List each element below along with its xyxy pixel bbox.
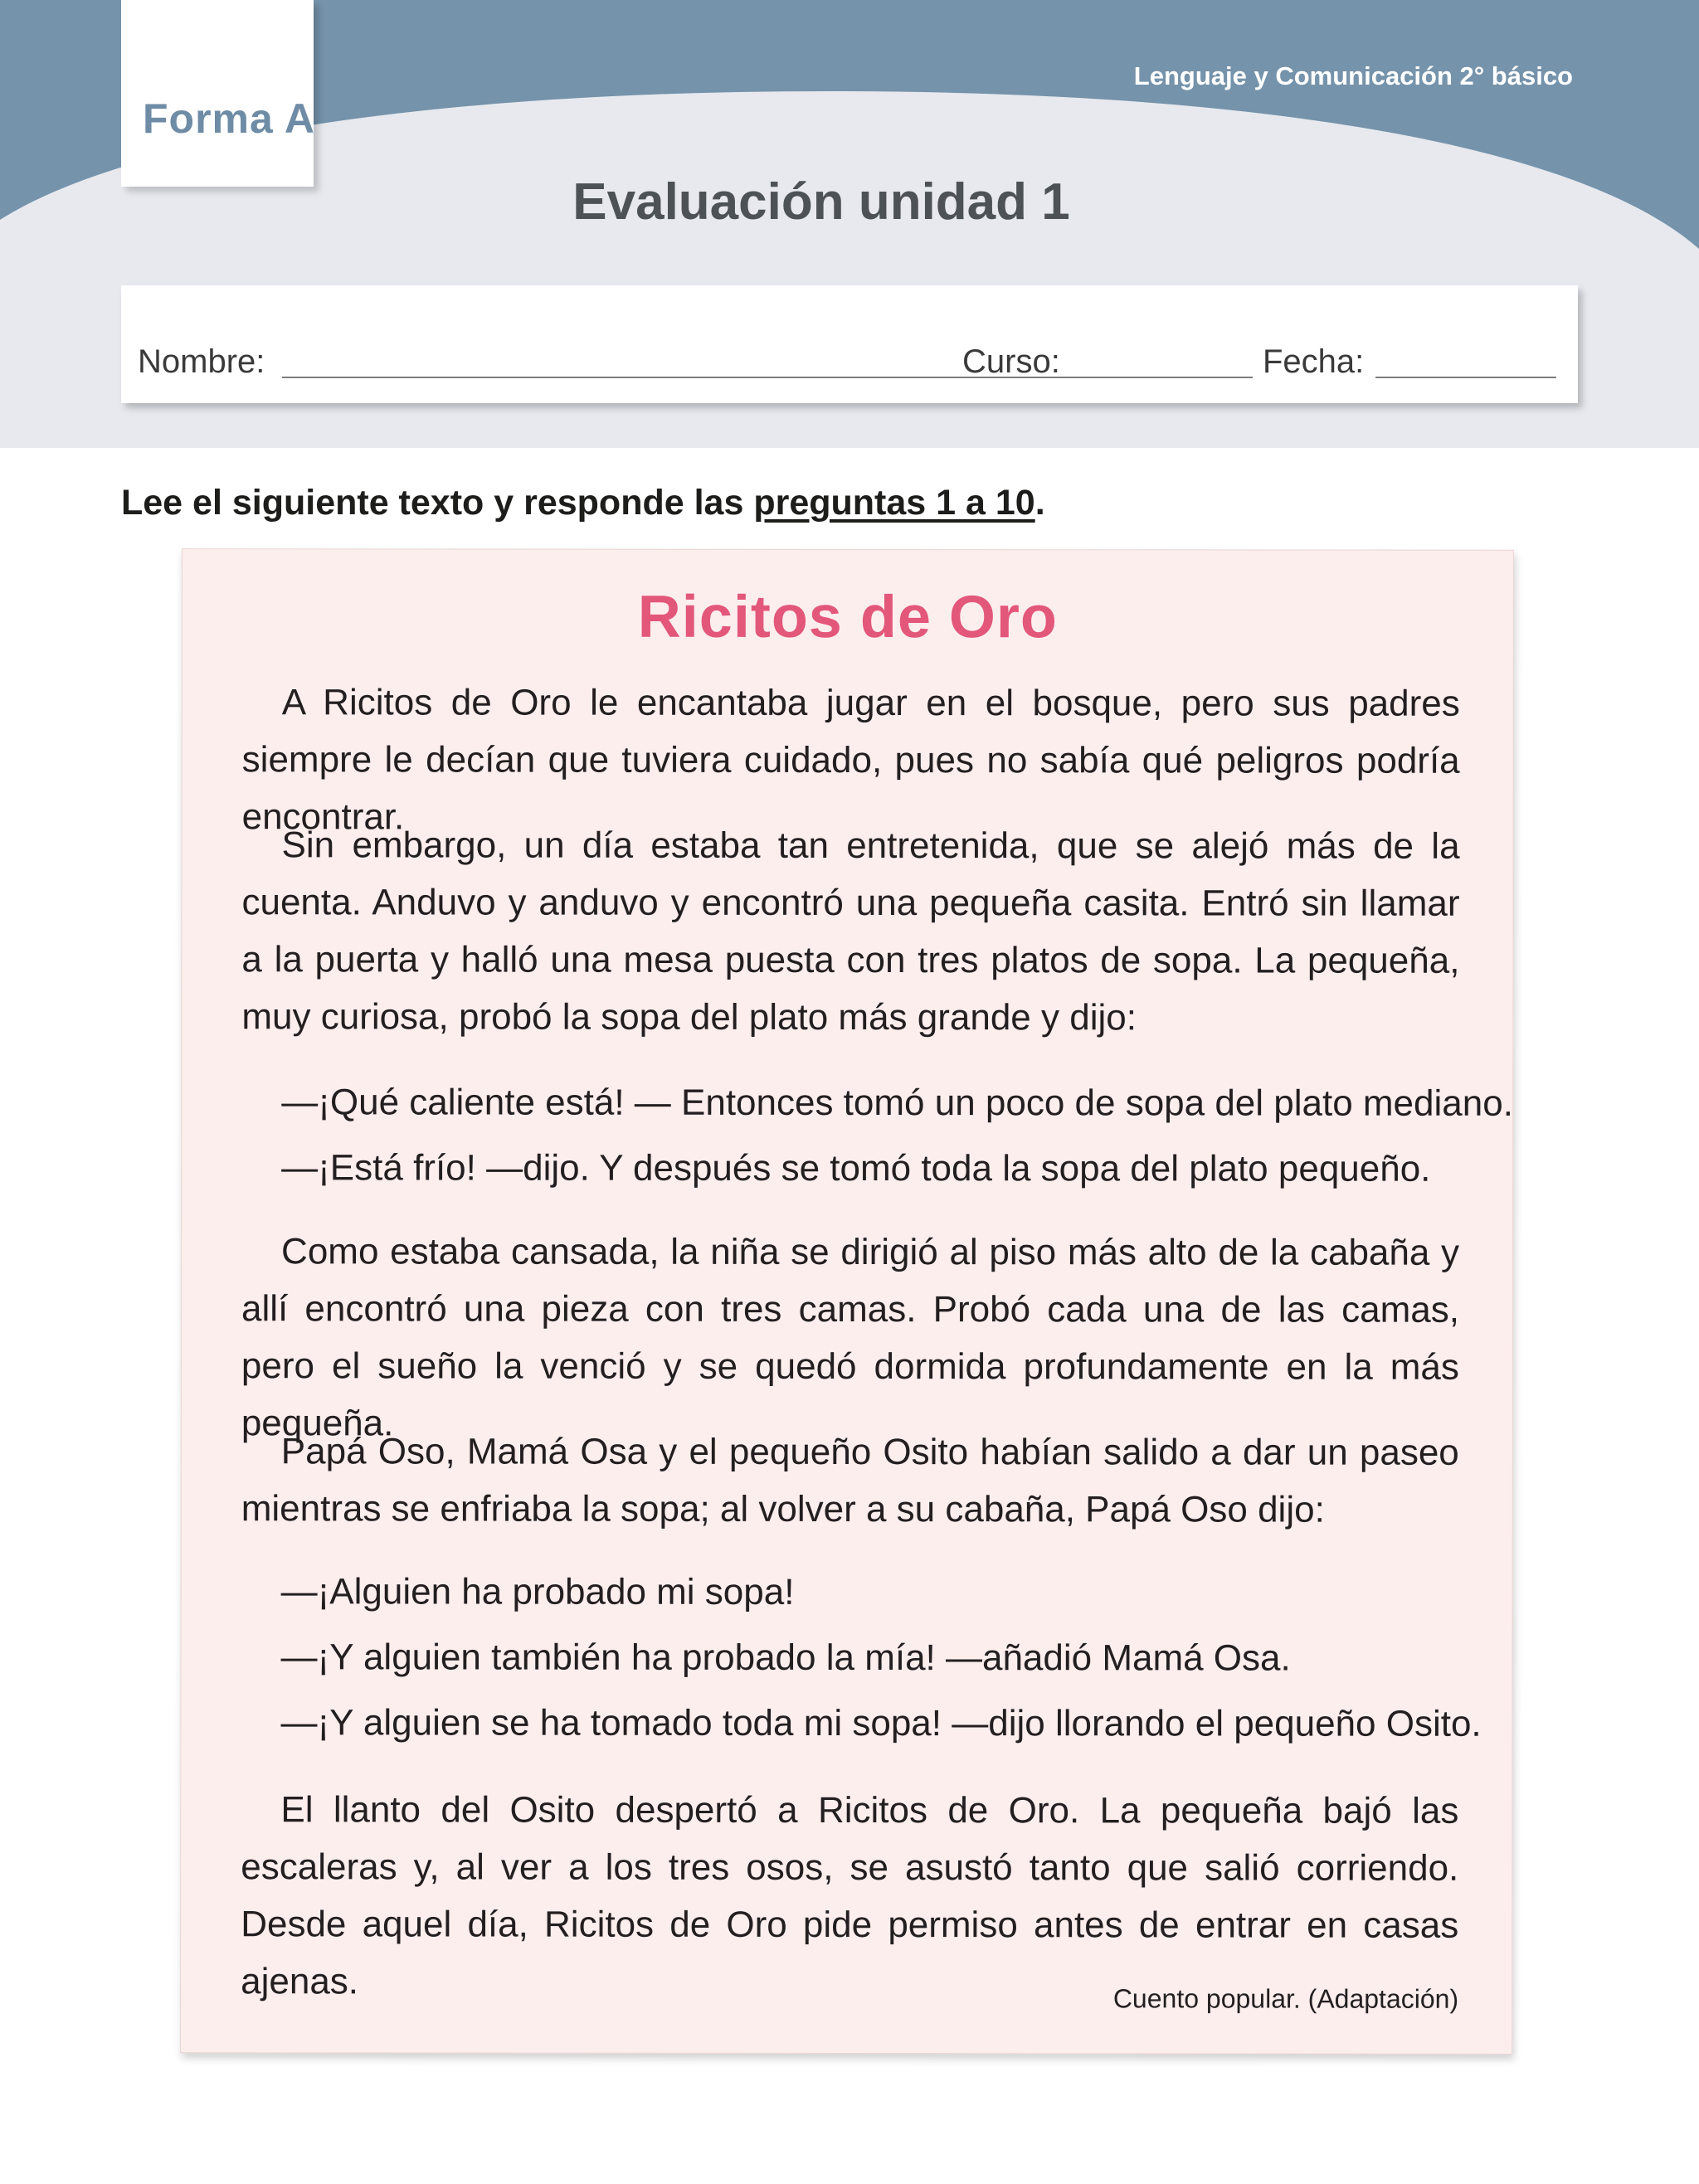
story-title: Ricitos de Oro [637,583,1058,651]
story-paper [180,548,1514,2055]
dialogue-line: —¡Qué caliente está! — Entonces tomó un poco de sopa del plato mediano. [281,1082,1513,1124]
name-label: Nombre: [138,343,265,380]
page-title: Evaluación unidad 1 [572,173,1070,231]
instruction-questions: preguntas 1 a 10 [753,483,1035,523]
subject-label: Lenguaje y Comunicación 2° básico [1133,61,1573,90]
story-paragraph: Papá Oso, Mamá Osa y el pequeño Osito habían salido a dar un paseo mientras se enfriaba la sopa; al volver a su cabaña, Papá Oso dijo: [241,1431,1459,1530]
form-tab [121,0,314,187]
story-paragraph: Como estaba cansada, la niña se dirigió al piso más alto de la cabaña y allí encontró una pieza con tres camas. Probó cada una de las camas, pero el sueño la venció y se quedó dormida profundamente en la más pequeña. [241,1231,1460,1444]
story-paragraph: A Ricitos de Oro le encantaba jugar en el bosque, pero sus padres siempre le decían que tuviera cuidado, pues no sabía qué peligros podría encontrar. [241,682,1460,838]
instruction-suffix: . [1034,483,1045,523]
course-label: Curso: [962,343,1060,380]
dialogue-line: —¡Y alguien también ha probado la mía! —añadió Mamá Osa. [280,1637,1291,1679]
course-field[interactable] [1072,377,1253,378]
dialogue-line: —¡Y alguien se ha tomado toda mi sopa! —dijo llorando el pequeño Osito. [280,1702,1482,1744]
story-source: Cuento popular. (Adaptación) [1112,1983,1459,2014]
student-info-box [121,285,1578,403]
date-label: Fecha: [1263,343,1365,380]
story-paragraph: Sin embargo, un día estaba tan entretenida, que se alejó más de la cuenta. Anduvo y anduvo y encontró una pequeña casita. Entró sin llamar a la puerta y halló una mesa puesta con tres platos de sopa. La pequeña, muy curiosa, probó la sopa del plato más grande y dijo: [241,824,1460,1038]
instruction-prefix: Lee el siguiente texto y responde las [121,483,754,523]
story-paragraph: El llanto del Osito despertó a Ricitos de Oro. La pequeña bajó las escaleras y, al ver a los tres osos, se asustó tanto que salió corriendo. Desde aquel día, Ricitos de Oro pide permiso antes de entrar en casas ajenas. [241,1789,1459,2002]
date-field[interactable] [1375,377,1556,378]
dialogue-line: —¡Alguien ha probado mi sopa! [280,1571,795,1612]
instruction [121,483,1045,523]
name-field[interactable] [282,377,1072,378]
form-label: Forma A [143,95,315,142]
dialogue-line: —¡Está frío! —dijo. Y después se tomó toda la sopa del plato pequeño. [281,1147,1431,1189]
